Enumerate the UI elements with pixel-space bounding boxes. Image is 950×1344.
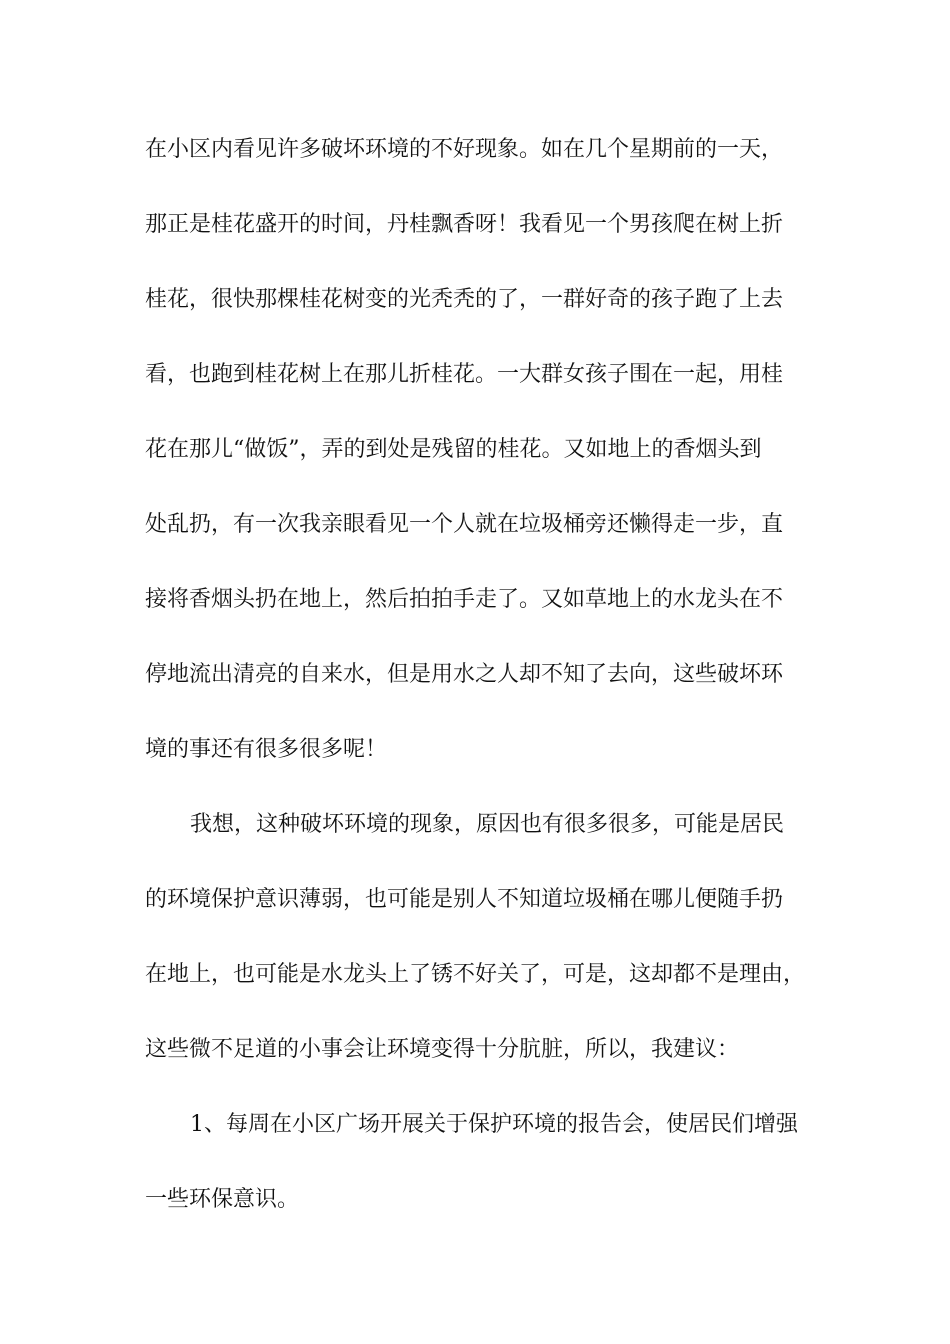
text-line: 处乱扔，有一次我亲眼看见一个人就在垃圾桶旁还懒得走一步，直 bbox=[145, 512, 784, 537]
list-item-first-line: 1、每周在小区广场开展关于保护环境的报告会，使居民们增强 bbox=[190, 1112, 798, 1137]
text-line: 接将香烟头扔在地上，然后拍拍手走了。又如草地上的水龙头在不 bbox=[145, 587, 784, 612]
text-line: 一些环保意识。 bbox=[145, 1187, 300, 1212]
text-line: 这些微不足道的小事会让环境变得十分肮脏，所以，我建议： bbox=[145, 1037, 740, 1062]
text-line: 境的事还有很多很多呢！ bbox=[145, 737, 388, 762]
text-line: 停地流出清亮的自来水，但是用水之人却不知了去向，这些破坏环 bbox=[145, 662, 784, 687]
text-line: 那正是桂花盛开的时间，丹桂飘香呀！我看见一个男孩爬在树上折 bbox=[145, 212, 784, 237]
paragraph-first-line: 我想，这种破坏环境的现象，原因也有很多很多，可能是居民 bbox=[190, 812, 785, 837]
text-line: 在小区内看见许多破坏环境的不好现象。如在几个星期前的一天， bbox=[145, 137, 784, 162]
text-line: 花在那儿“做饭”，弄的到处是残留的桂花。又如地上的香烟头到 bbox=[145, 437, 762, 462]
text-line: 在地上，也可能是水龙头上了锈不好关了，可是，这却都不是理由， bbox=[145, 962, 806, 987]
text-line: 桂花，很快那棵桂花树变的光秃秃的了，一群好奇的孩子跑了上去 bbox=[145, 287, 784, 312]
text-line: 的环境保护意识薄弱，也可能是别人不知道垃圾桶在哪儿便随手扔 bbox=[145, 887, 784, 912]
text-line: 看，也跑到桂花树上在那儿折桂花。一大群女孩子围在一起，用桂 bbox=[145, 362, 784, 387]
